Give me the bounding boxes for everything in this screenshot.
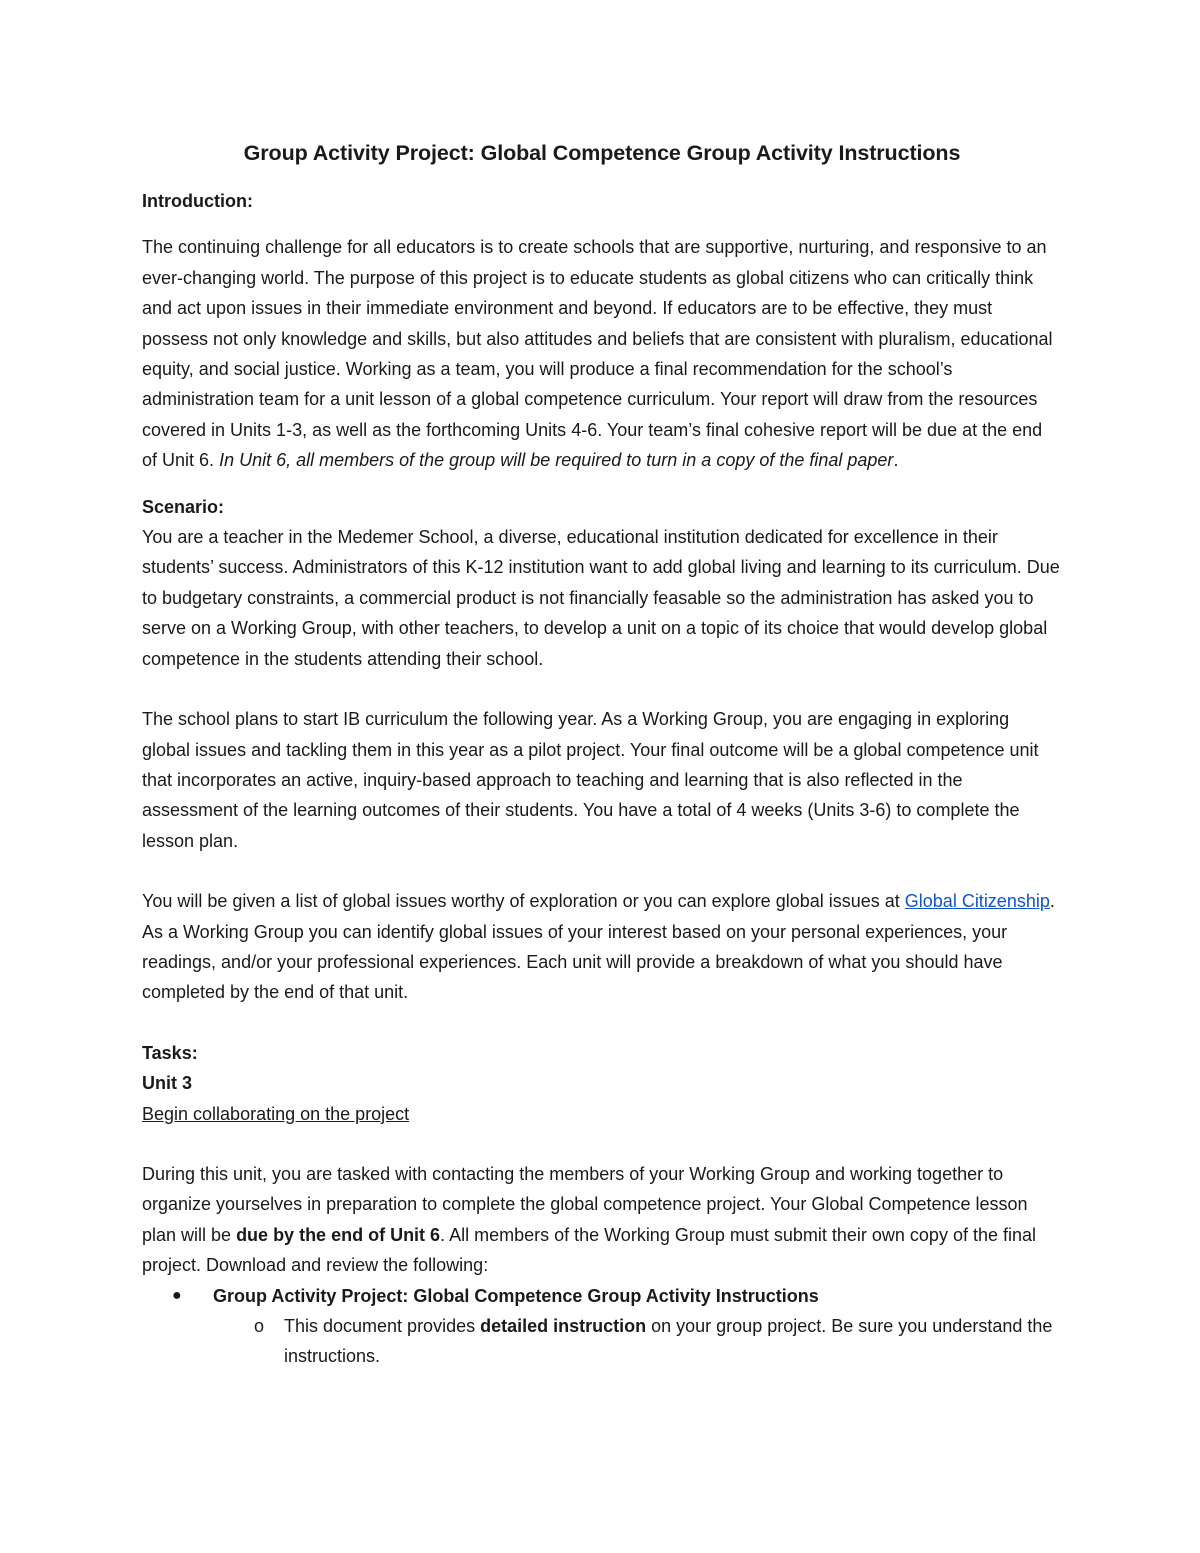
unit-3-paragraph [142,1159,1062,1281]
unit-3-heading: Unit 3 [142,1073,193,1094]
unit-3-text: During this unit, you are tasked with contacting the members of your Working Group and working together to organize yourselves in preparation to complete the global competence project. Your Global Competence lesson plan will be [142,1163,1028,1245]
tasks-heading: Tasks: [142,1042,198,1063]
introduction-paragraph [142,232,1062,475]
sub-bullet-text: This document provides [284,1316,481,1336]
global-citizenship-link[interactable]: Global Citizenship [904,891,1050,912]
document-page [142,138,1062,1372]
scenario-paragraph-2: The school plans to start IB curriculum the following year. As a Working Group, you are engaging in exploring global issues and tackling them in this year as a pilot project. Your final outcome will be a global competence unit that incorporates an active, inquiry-based approach to teaching and learning that is also reflected in the assessment of the learning outcomes of their students. You have a total of 4 weeks (Units 3-6) to complete the lesson plan. [142,709,1039,851]
introduction-end-punct: . [893,450,899,471]
scenario-paragraph-1: You are a teacher in the Medemer School, a diverse, educational institution dedicated for excellence in their students’ success. Administrators of this K-12 institution want to add global living and learning to its curriculum. Due to budgetary constraints, a commercial product is not financially feasable so the administration has asked you to serve on a Working Group, with other teachers, to develop a unit on a topic of its choice that would develop global competence in the students attending their school. [142,527,1060,669]
list-item [142,1281,1062,1311]
task-bullet-list [142,1281,1062,1311]
introduction-heading: Introduction: [142,191,253,211]
introduction-italic-note: In Unit 6, all members of the group will be required to turn in a copy of the final paper [219,450,894,471]
introduction-text: The continuing challenge for all educators is to create schools that are supportive, nurturing, and responsive to an ever-changing world. The purpose of this project is to educate students as global citizens who can critically think and act upon issues in their immediate environment and beyond. If educators are to be effective, they must possess not only knowledge and skills, but also attitudes and beliefs that are consistent with pluralism, educational equity, and social justice. Working as a team, you will produce a final recommendation for the school’s administration team for a unit lesson of a global competence curriculum. Your report will draw from the resources covered in Units 1-3, as well as the forthcoming Units 4-6. Your team’s final cohesive report will be due at the end of Unit 6. [142,237,1053,471]
scenario-paragraph-3-end: . As a Working Group you can identify global issues of your interest based on your personal experiences, your readings, and/or your professional experiences. Each unit will provide a breakdown of what you should have completed by the end of that unit. [142,891,1055,1003]
unit-3-subheading: Begin collaborating on the project [142,1103,410,1124]
document-title: Group Activity Project: Global Competence Group Activity Instructions [243,141,961,165]
bullet-text: Group Activity Project: Global Competence Group Activity Instructions [213,1285,819,1306]
sub-bullet-bold: detailed instruction [480,1316,647,1336]
scenario-heading: Scenario: [142,496,225,517]
task-sub-list [142,1311,1062,1372]
due-date-bold: due by the end of Unit 6 [236,1224,441,1245]
sub-bullet-text-end: on your group project. Be sure you understand the instructions. [284,1316,1053,1367]
sub-bullet-icon: o [254,1316,265,1336]
scenario-paragraph-3 [142,886,1062,1008]
scenario-paragraph-3-start: You will be given a list of global issues worthy of exploration or you can explore global issues at [142,891,905,912]
bullet-icon: ● [172,1286,182,1304]
unit-3-text-end: . All members of the Working Group must submit their own copy of the final project. Download and review the following: [142,1224,1037,1276]
list-item [142,1311,1062,1372]
